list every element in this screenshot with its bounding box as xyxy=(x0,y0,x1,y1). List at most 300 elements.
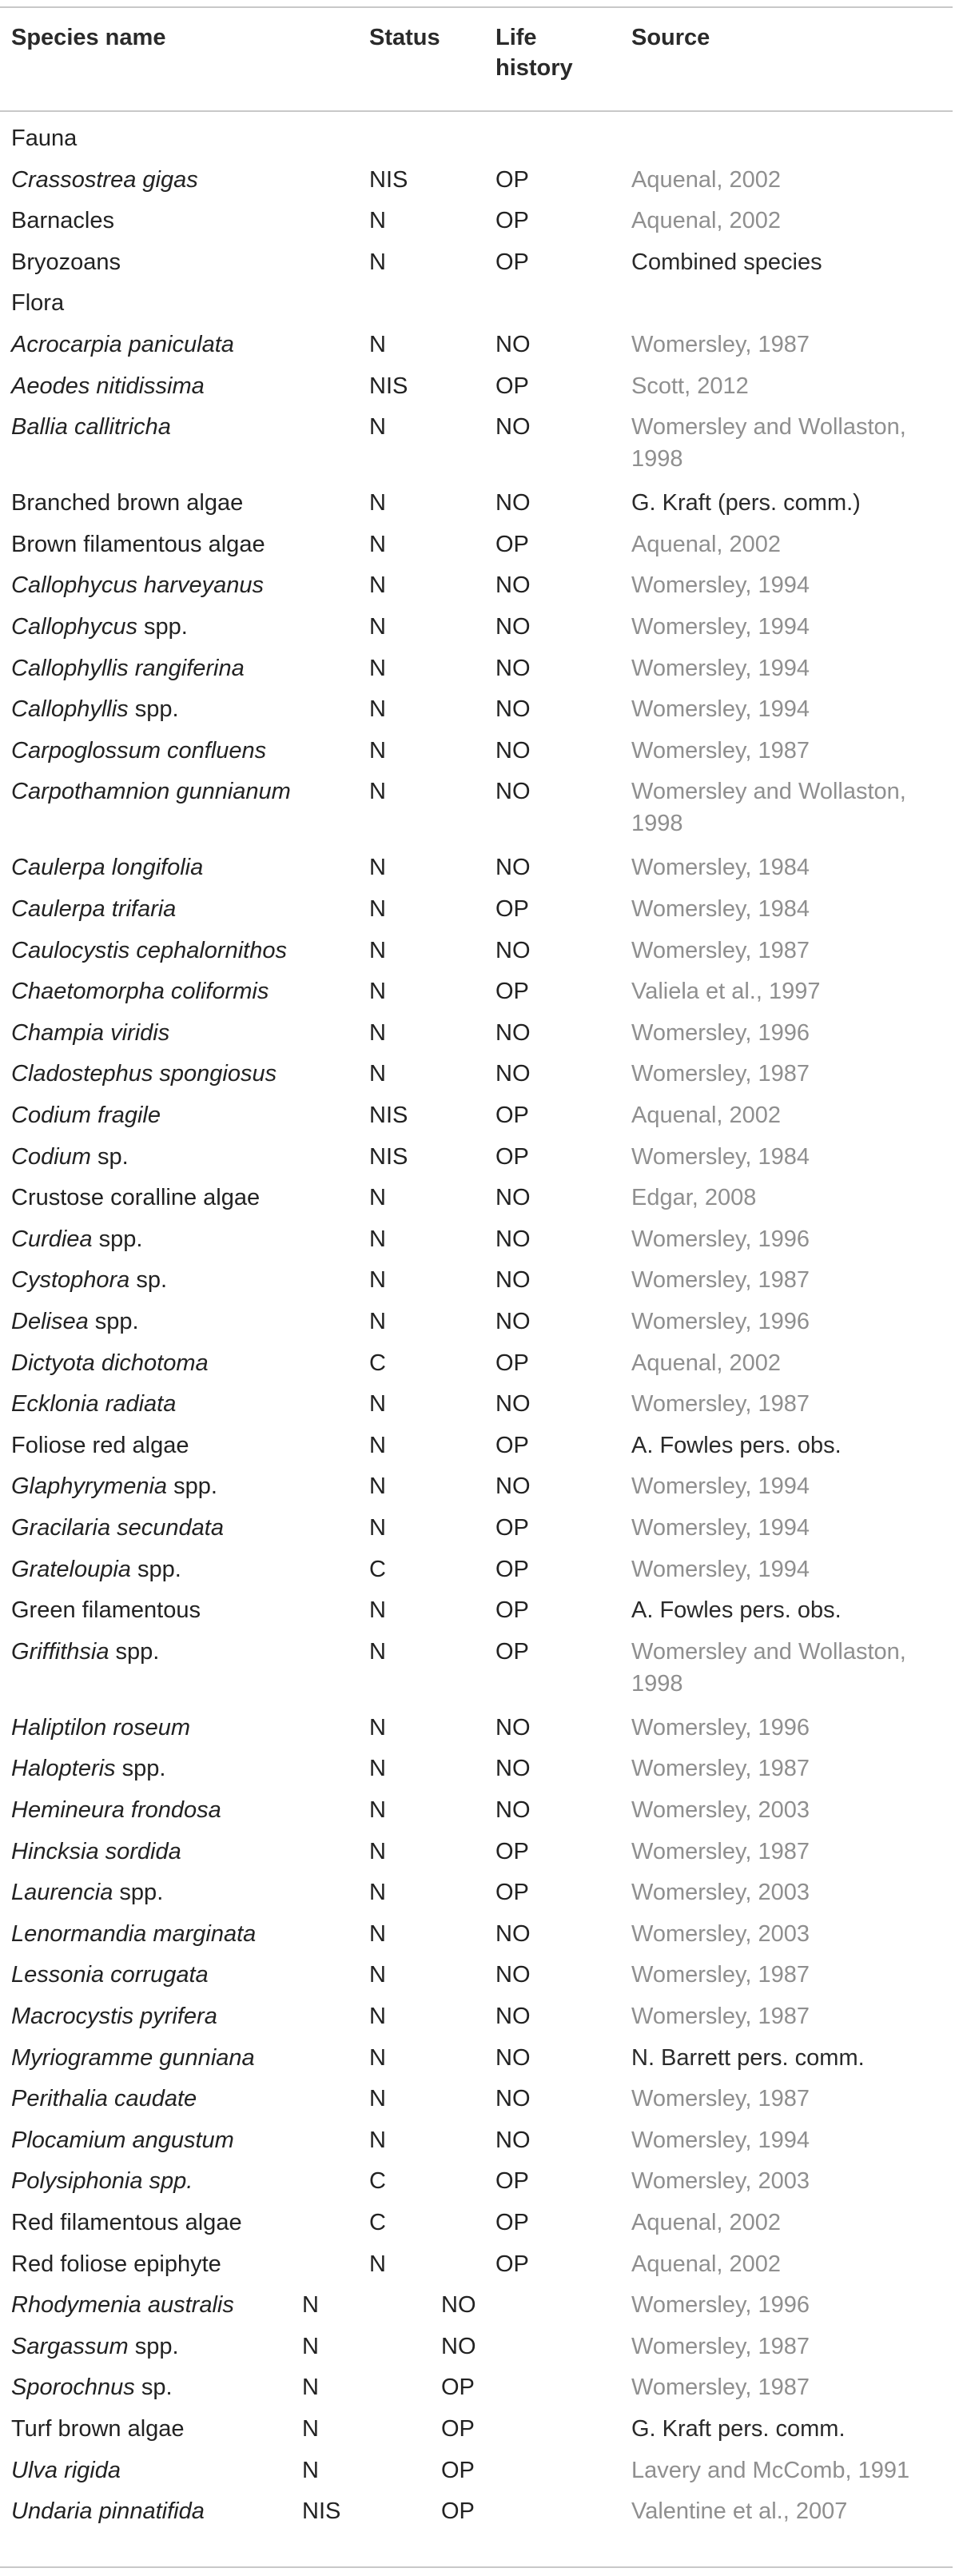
species-name xyxy=(11,372,205,401)
life-history-cell: NO xyxy=(441,2333,476,2359)
species-name xyxy=(11,413,171,442)
status-cell: N xyxy=(369,1061,386,1087)
species-name xyxy=(11,2002,217,2032)
status-cell: N xyxy=(302,2416,319,2442)
species-name-italic: Sporochnus xyxy=(11,2375,135,2401)
source-cell: Womersley, 1994 xyxy=(631,572,810,599)
species-name-plain: spp. xyxy=(130,1556,181,1582)
table-row xyxy=(0,2208,953,2250)
table-row xyxy=(0,488,953,530)
species-name-italic: Carpothamnion gunnianum xyxy=(11,779,291,805)
table-row xyxy=(0,895,953,936)
status-cell: N xyxy=(369,332,386,357)
life-history-cell: OP xyxy=(441,2416,475,2442)
status-cell: N xyxy=(302,2375,319,2401)
header-life-history-line1: Life xyxy=(495,25,537,50)
source-cell: Womersley, 1987 xyxy=(631,1391,810,1418)
source-cell-line2: 1998 xyxy=(631,811,683,837)
life-history-cell: NO xyxy=(495,1962,531,1988)
life-history-cell: OP xyxy=(441,2498,475,2525)
source-cell: Valentine et al., 2007 xyxy=(631,2498,848,2525)
species-name-italic: Haliptilon roseum xyxy=(11,1714,191,1741)
header-life-history-line2: history xyxy=(495,55,573,81)
source-cell: Womersley, 1987 xyxy=(631,1838,810,1864)
species-name xyxy=(11,1225,142,1254)
status-cell: NIS xyxy=(369,166,408,193)
species-name xyxy=(11,2084,197,2114)
species-name-italic: Dictyota dichotoma xyxy=(11,1350,209,1376)
species-name-plain: spp. xyxy=(137,614,188,640)
source-cell: Womersley, 1987 xyxy=(631,1061,810,1087)
source-cell: Womersley and Wollaston, xyxy=(631,1638,906,1665)
life-history-cell: NO xyxy=(441,2292,476,2319)
species-name xyxy=(11,1142,129,1172)
life-history-cell: OP xyxy=(495,208,529,234)
life-history-cell: OP xyxy=(495,2210,529,2235)
source-cell: Womersley and Wollaston, xyxy=(631,414,906,441)
table-row xyxy=(0,936,953,978)
source-cell: Combined species xyxy=(631,249,822,275)
table-row xyxy=(0,1101,953,1142)
source-cell: Womersley, 1987 xyxy=(631,2333,810,2359)
species-name-plain: sp. xyxy=(90,1143,129,1170)
species-name xyxy=(11,936,287,966)
species-name-italic: Chaetomorpha coliformis xyxy=(11,979,269,1005)
species-name-italic: Plocamium angustum xyxy=(11,2127,234,2153)
species-name xyxy=(11,1960,209,1990)
life-history-cell: OP xyxy=(495,1103,529,1128)
species-name-plain: spp. xyxy=(128,696,179,723)
status-cell: N xyxy=(369,1880,386,1906)
species-name-plain: spp. xyxy=(113,1880,164,1906)
species-name xyxy=(11,1555,181,1585)
table-row xyxy=(0,1472,953,1513)
source-cell: Aquenal, 2002 xyxy=(631,1350,782,1376)
source-cell: Womersley, 1987 xyxy=(631,2086,810,2112)
source-cell-line2: 1998 xyxy=(631,1670,683,1697)
species-name xyxy=(11,654,245,684)
source-cell: Aquenal, 2002 xyxy=(631,531,782,557)
species-name-plain: Brown filamentous algae xyxy=(11,531,265,557)
status-cell: N xyxy=(369,2086,386,2112)
species-name xyxy=(11,612,188,642)
species-name xyxy=(11,1796,221,1825)
life-history-cell: NO xyxy=(495,1226,531,1252)
table-row xyxy=(0,206,953,248)
source-cell: Womersley and Wollaston, xyxy=(631,779,906,805)
species-name-italic: Carpoglossum confluens xyxy=(11,737,267,764)
status-cell: N xyxy=(369,779,386,805)
source-cell: Aquenal, 2002 xyxy=(631,208,782,234)
species-name-italic: Laurencia xyxy=(11,1880,113,1906)
source-cell: Womersley, 1994 xyxy=(631,1515,810,1541)
source-cell: Edgar, 2008 xyxy=(631,1185,757,1211)
status-cell: C xyxy=(369,1556,386,1582)
table-row xyxy=(0,1266,953,1307)
species-name xyxy=(11,1754,165,1784)
table-row xyxy=(0,1878,953,1920)
life-history-cell: OP xyxy=(441,2457,475,2483)
source-cell: Womersley, 1987 xyxy=(631,2004,810,2029)
group-row-fauna xyxy=(0,124,953,165)
table-row xyxy=(0,165,953,207)
life-history-cell: OP xyxy=(495,1556,529,1582)
source-cell: Womersley, 1994 xyxy=(631,1556,810,1582)
status-cell: N xyxy=(369,979,386,1005)
species-name xyxy=(11,1878,163,1908)
status-cell: N xyxy=(369,1019,386,1046)
status-cell: N xyxy=(369,1185,386,1211)
species-name-plain: spp. xyxy=(88,1309,139,1334)
species-name xyxy=(11,248,121,277)
table-row xyxy=(0,736,953,778)
table-row xyxy=(0,1307,953,1349)
life-history-cell: NO xyxy=(495,1920,531,1947)
source-cell: G. Kraft (pers. comm.) xyxy=(631,490,861,516)
species-name-italic: Delisea xyxy=(11,1309,89,1334)
species-name-plain: Turf brown algae xyxy=(11,2416,185,2442)
species-name-plain: Branched brown algae xyxy=(11,490,244,516)
life-history-cell: OP xyxy=(495,1880,529,1906)
status-cell: C xyxy=(369,1350,386,1376)
species-name-italic: Sargassum xyxy=(11,2333,129,2359)
status-cell: N xyxy=(369,1391,386,1418)
species-name-italic: Codium fragile xyxy=(11,1103,161,1128)
source-cell: Womersley, 1984 xyxy=(631,896,810,922)
status-cell: N xyxy=(369,1473,386,1500)
species-name-plain: sp. xyxy=(134,2375,173,2401)
species-name-italic: Codium xyxy=(11,1143,91,1170)
species-name xyxy=(11,1713,190,1743)
species-name-italic: Glaphyrymenia xyxy=(11,1473,168,1500)
header-source: Source xyxy=(631,25,710,50)
life-history-cell: NO xyxy=(495,1391,531,1418)
species-name-plain: Bryozoans xyxy=(11,249,121,275)
table-row xyxy=(0,1555,953,1597)
life-history-cell: OP xyxy=(495,1432,529,1458)
species-name xyxy=(11,853,203,883)
status-cell: N xyxy=(369,2004,386,2029)
species-name-italic: Callophyllis xyxy=(11,696,129,723)
life-history-cell: OP xyxy=(495,373,529,399)
species-name xyxy=(11,2208,242,2238)
species-name-italic: Callophyllis rangiferina xyxy=(11,655,245,681)
status-cell: N xyxy=(369,655,386,681)
life-history-cell: OP xyxy=(495,1838,529,1864)
life-history-cell: OP xyxy=(495,1638,529,1665)
status-cell: NIS xyxy=(369,1143,408,1170)
species-name-italic: Acrocarpia paniculata xyxy=(11,332,234,357)
species-name xyxy=(11,1920,256,1949)
species-name-italic: Perithalia caudate xyxy=(11,2086,197,2112)
species-name xyxy=(11,1513,224,1543)
species-name xyxy=(11,1349,209,1378)
table-row xyxy=(0,1225,953,1266)
species-name-plain: Foliose red algae xyxy=(11,1432,189,1458)
source-cell: Womersley, 1987 xyxy=(631,937,810,963)
status-cell: N xyxy=(369,572,386,599)
group-label-fauna: Fauna xyxy=(11,126,78,151)
species-name-italic: Ulva rigida xyxy=(11,2457,121,2483)
status-cell: N xyxy=(369,1920,386,1947)
status-cell: N xyxy=(302,2333,319,2359)
table-row xyxy=(0,1019,953,1060)
species-name xyxy=(11,571,264,600)
table-header-row xyxy=(0,22,953,102)
life-history-cell: NO xyxy=(495,2086,531,2112)
table-row xyxy=(0,1713,953,1755)
table-row xyxy=(0,1183,953,1225)
status-cell: N xyxy=(369,249,386,275)
life-history-cell: NO xyxy=(495,2004,531,2029)
table-row xyxy=(0,2044,953,2085)
table-top-rule xyxy=(0,6,953,8)
source-cell: Lavery and McComb, 1991 xyxy=(631,2457,910,2483)
table-row xyxy=(0,2415,953,2456)
status-cell: N xyxy=(369,937,386,963)
source-cell: Womersley, 1994 xyxy=(631,655,810,681)
status-cell: NIS xyxy=(302,2498,341,2525)
life-history-cell: NO xyxy=(495,1714,531,1741)
status-cell: N xyxy=(369,2127,386,2153)
species-name-italic: Lessonia corrugata xyxy=(11,1962,209,1988)
species-name xyxy=(11,2456,121,2486)
species-name xyxy=(11,1266,167,1295)
table-row xyxy=(0,571,953,612)
source-cell: Womersley, 1996 xyxy=(631,1309,810,1334)
species-name-italic: Hincksia sordida xyxy=(11,1838,181,1864)
species-name xyxy=(11,330,234,360)
life-history-cell: OP xyxy=(495,2168,529,2195)
table-row xyxy=(0,1837,953,1879)
species-name-plain: sp. xyxy=(129,1267,168,1294)
status-cell: N xyxy=(369,2044,386,2071)
table-row xyxy=(0,1431,953,1473)
life-history-cell: OP xyxy=(495,166,529,193)
species-name xyxy=(11,977,269,1007)
table-row xyxy=(0,1637,953,1713)
species-name-italic: Hemineura frondosa xyxy=(11,1797,221,1823)
status-cell: C xyxy=(369,2168,386,2195)
life-history-cell: NO xyxy=(495,614,531,640)
table-row xyxy=(0,777,953,853)
species-name xyxy=(11,1637,159,1667)
species-name xyxy=(11,1019,169,1048)
species-name-italic: Macrocystis pyrifera xyxy=(11,2004,217,2029)
table-row xyxy=(0,654,953,696)
table-row xyxy=(0,530,953,572)
status-cell: N xyxy=(369,1309,386,1334)
table-header-rule xyxy=(0,110,953,112)
species-name-italic: Cladostephus spongiosus xyxy=(11,1061,277,1087)
species-name xyxy=(11,895,176,924)
status-cell: N xyxy=(302,2292,319,2319)
life-history-cell: NO xyxy=(495,414,531,441)
species-name-italic: Halopteris xyxy=(11,1756,116,1782)
table-row xyxy=(0,853,953,895)
species-name-italic: Rhodymenia australis xyxy=(11,2292,234,2319)
table-row xyxy=(0,1059,953,1101)
status-cell: N xyxy=(369,1638,386,1665)
species-name xyxy=(11,2126,234,2155)
table-row xyxy=(0,248,953,289)
species-name-italic: Cystophora xyxy=(11,1267,130,1294)
source-cell: Womersley, 2003 xyxy=(631,1797,810,1823)
species-name xyxy=(11,1059,277,1089)
species-name-italic: Gracilaria secundata xyxy=(11,1515,224,1541)
species-name-plain: spp. xyxy=(128,2333,179,2359)
species-name xyxy=(11,1472,217,1501)
status-cell: N xyxy=(369,1714,386,1741)
species-name xyxy=(11,2497,205,2526)
table-row xyxy=(0,1390,953,1431)
species-name-italic: Undaria pinnatifida xyxy=(11,2498,205,2525)
status-cell: N xyxy=(369,1962,386,1988)
status-cell: N xyxy=(369,2251,386,2277)
source-cell: A. Fowles pers. obs. xyxy=(631,1597,842,1624)
species-name-italic: Grateloupia xyxy=(11,1556,131,1582)
table-row xyxy=(0,2250,953,2291)
life-history-cell: OP xyxy=(441,2375,475,2401)
header-species-name: Species name xyxy=(11,25,166,50)
species-name xyxy=(11,1183,260,1213)
life-history-cell: NO xyxy=(495,2127,531,2153)
source-cell: Womersley, 1996 xyxy=(631,1019,810,1046)
species-name xyxy=(11,1101,161,1130)
species-name-plain: spp. xyxy=(115,1756,166,1782)
source-cell: Aquenal, 2002 xyxy=(631,166,782,193)
source-cell: Womersley, 1987 xyxy=(631,2375,810,2401)
status-cell: N xyxy=(369,614,386,640)
species-name xyxy=(11,1431,189,1461)
life-history-cell: NO xyxy=(495,696,531,723)
source-cell: Womersley, 1994 xyxy=(631,1473,810,1500)
table-row xyxy=(0,2291,953,2332)
table-row xyxy=(0,1796,953,1837)
source-cell: Womersley, 2003 xyxy=(631,1920,810,1947)
life-history-cell: OP xyxy=(495,1597,529,1624)
species-name-italic: Myriogramme gunniana xyxy=(11,2044,255,2071)
table-row xyxy=(0,1596,953,1637)
source-cell: Womersley, 2003 xyxy=(631,1880,810,1906)
source-cell: Womersley, 2003 xyxy=(631,2168,810,2195)
life-history-cell: OP xyxy=(495,249,529,275)
life-history-cell: NO xyxy=(495,655,531,681)
life-history-cell: NO xyxy=(495,937,531,963)
species-name xyxy=(11,2044,255,2073)
species-name-italic: Ecklonia radiata xyxy=(11,1391,177,1418)
source-cell: N. Barrett pers. comm. xyxy=(631,2044,865,2071)
species-name xyxy=(11,777,291,807)
source-cell: Womersley, 1996 xyxy=(631,2292,810,2319)
table-row xyxy=(0,612,953,654)
source-cell: Womersley, 1984 xyxy=(631,855,810,881)
life-history-cell: NO xyxy=(495,1061,531,1087)
table-bottom-rule xyxy=(0,2566,953,2568)
life-history-cell: NO xyxy=(495,1756,531,1782)
status-cell: N xyxy=(369,1838,386,1864)
species-name xyxy=(11,1307,139,1337)
species-name xyxy=(11,206,114,236)
source-cell: A. Fowles pers. obs. xyxy=(631,1432,842,1458)
table-row xyxy=(0,2456,953,2498)
source-cell-line2: 1998 xyxy=(631,446,683,473)
species-name-italic: Caulerpa longifolia xyxy=(11,855,204,881)
source-cell: Womersley, 1994 xyxy=(631,696,810,723)
species-name-italic: Callophycus harveyanus xyxy=(11,572,264,599)
source-cell: Womersley, 1987 xyxy=(631,1962,810,1988)
life-history-cell: NO xyxy=(495,855,531,881)
life-history-cell: NO xyxy=(495,1473,531,1500)
species-name xyxy=(11,1390,176,1419)
species-name-italic: Aeodes nitidissima xyxy=(11,373,205,399)
source-cell: Womersley, 1987 xyxy=(631,1267,810,1294)
header-status: Status xyxy=(369,25,440,50)
status-cell: C xyxy=(369,2210,386,2235)
species-name xyxy=(11,736,266,766)
status-cell: N xyxy=(369,1432,386,1458)
table-row xyxy=(0,413,953,488)
status-cell: N xyxy=(369,490,386,516)
species-name xyxy=(11,695,179,724)
table-row xyxy=(0,1513,953,1555)
source-cell: Womersley, 1984 xyxy=(631,1143,810,1170)
species-name-italic: Caulocystis cephalornithos xyxy=(11,937,287,963)
source-cell: Womersley, 1996 xyxy=(631,1226,810,1252)
source-cell: Womersley, 1994 xyxy=(631,614,810,640)
life-history-cell: NO xyxy=(495,1267,531,1294)
species-name-italic: Caulerpa trifaria xyxy=(11,896,177,922)
species-name-italic: Callophycus xyxy=(11,614,137,640)
species-name-plain: Barnacles xyxy=(11,208,114,234)
status-cell: N xyxy=(369,1597,386,1624)
source-cell: Womersley, 1996 xyxy=(631,1714,810,1741)
life-history-cell: OP xyxy=(495,979,529,1005)
life-history-cell: NO xyxy=(495,2044,531,2071)
group-row-flora xyxy=(0,289,953,330)
source-cell: Aquenal, 2002 xyxy=(631,2210,782,2235)
life-history-cell: OP xyxy=(495,2251,529,2277)
table-row xyxy=(0,2002,953,2044)
table-row xyxy=(0,1960,953,2002)
life-history-cell: NO xyxy=(495,1185,531,1211)
status-cell: N xyxy=(369,531,386,557)
life-history-cell: NO xyxy=(495,572,531,599)
group-label-flora: Flora xyxy=(11,290,65,317)
source-cell: Valiela et al., 1997 xyxy=(631,979,821,1005)
table-row xyxy=(0,1754,953,1796)
table-row xyxy=(0,2126,953,2167)
species-name xyxy=(11,2291,234,2320)
source-cell: Scott, 2012 xyxy=(631,373,749,399)
life-history-cell: NO xyxy=(495,332,531,357)
species-name-italic: Griffithsia xyxy=(11,1638,109,1665)
status-cell: NIS xyxy=(369,373,408,399)
life-history-cell: NO xyxy=(495,737,531,764)
status-cell: N xyxy=(369,855,386,881)
species-name xyxy=(11,530,265,560)
source-cell: Womersley, 1987 xyxy=(631,332,810,357)
status-cell: N xyxy=(369,1226,386,1252)
source-cell: Womersley, 1987 xyxy=(631,737,810,764)
species-name-italic: Lenormandia marginata xyxy=(11,1920,257,1947)
status-cell: N xyxy=(369,1515,386,1541)
table-row xyxy=(0,695,953,736)
life-history-cell: OP xyxy=(495,896,529,922)
species-name-plain: Red foliose epiphyte xyxy=(11,2251,221,2277)
status-cell: N xyxy=(369,1797,386,1823)
source-cell: Womersley, 1987 xyxy=(631,1756,810,1782)
